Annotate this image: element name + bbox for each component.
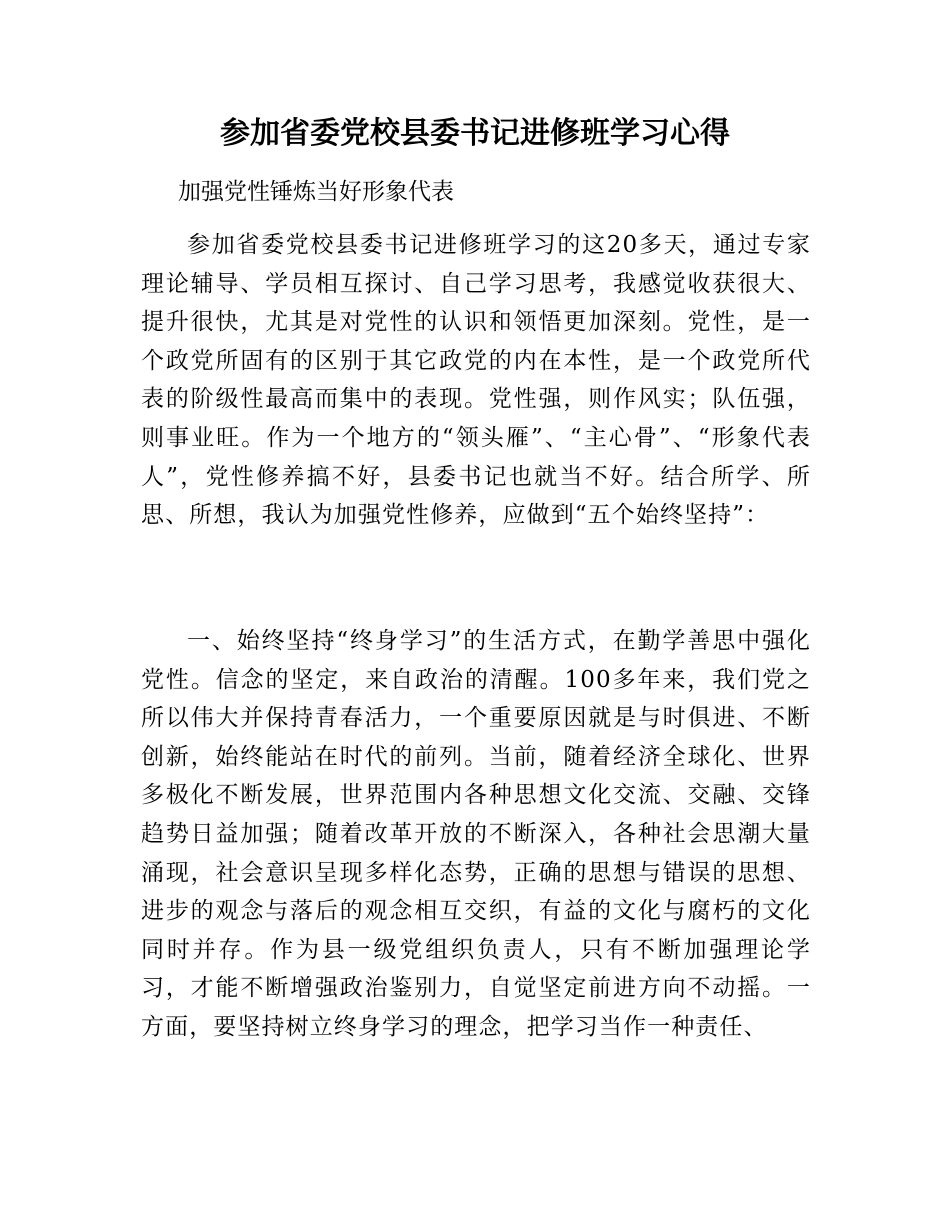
document-subtitle: 加强党性锤炼当好形象代表 (178, 179, 454, 205)
paragraph-section-one: 一、始终坚持“终身学习”的生活方式，在勤学善思中强化党性。信念的坚定，来自政治的清醒。100多年来，我们党之所以伟大并保持青春活力，一个重要原因就是与时俱进、不断创新，始终能站在时代的前列。当前，随着经济全球化、世界多极化不断发展，世界范围内各种思想文化交流、交融、交锋趋势日益加强；随着改革开放的不断深入，各种社会思潮大量涌现，社会意识呈现多样化态势，正确的思想与错误的思想、进步的观念与落后的观念相互交织，有益的文化与腐朽的文化同时并存。作为县一级党组织负责人，只有不断加强理论学习，才能不断增强政治鉴别力，自觉坚定前进方向不动摇。一方面，要坚持树立终身学习的理念，把学习当作一种责任、 (141, 628, 811, 1040)
document-title: 参加省委党校县委书记进修班学习心得 (220, 116, 730, 151)
paragraph-intro: 参加省委党校县委书记进修班学习的这20多天，通过专家理论辅导、学员相互探讨、自己学习思考，我感觉收获很大、提升很快，尤其是对党性的认识和领悟更加深刻。党性，是一个政党所固有的区别于其它政党的内在本性，是一个政党所代表的阶级性最高而集中的表现。党性强，则作风实；队伍强，则事业旺。作为一个地方的“领头雁”、“主心骨”、“形象代表人”，党性修养搞不好，县委书记也就当不好。结合所学、所思、所想，我认为加强党性修养，应做到“五个始终坚持”： (141, 232, 811, 529)
